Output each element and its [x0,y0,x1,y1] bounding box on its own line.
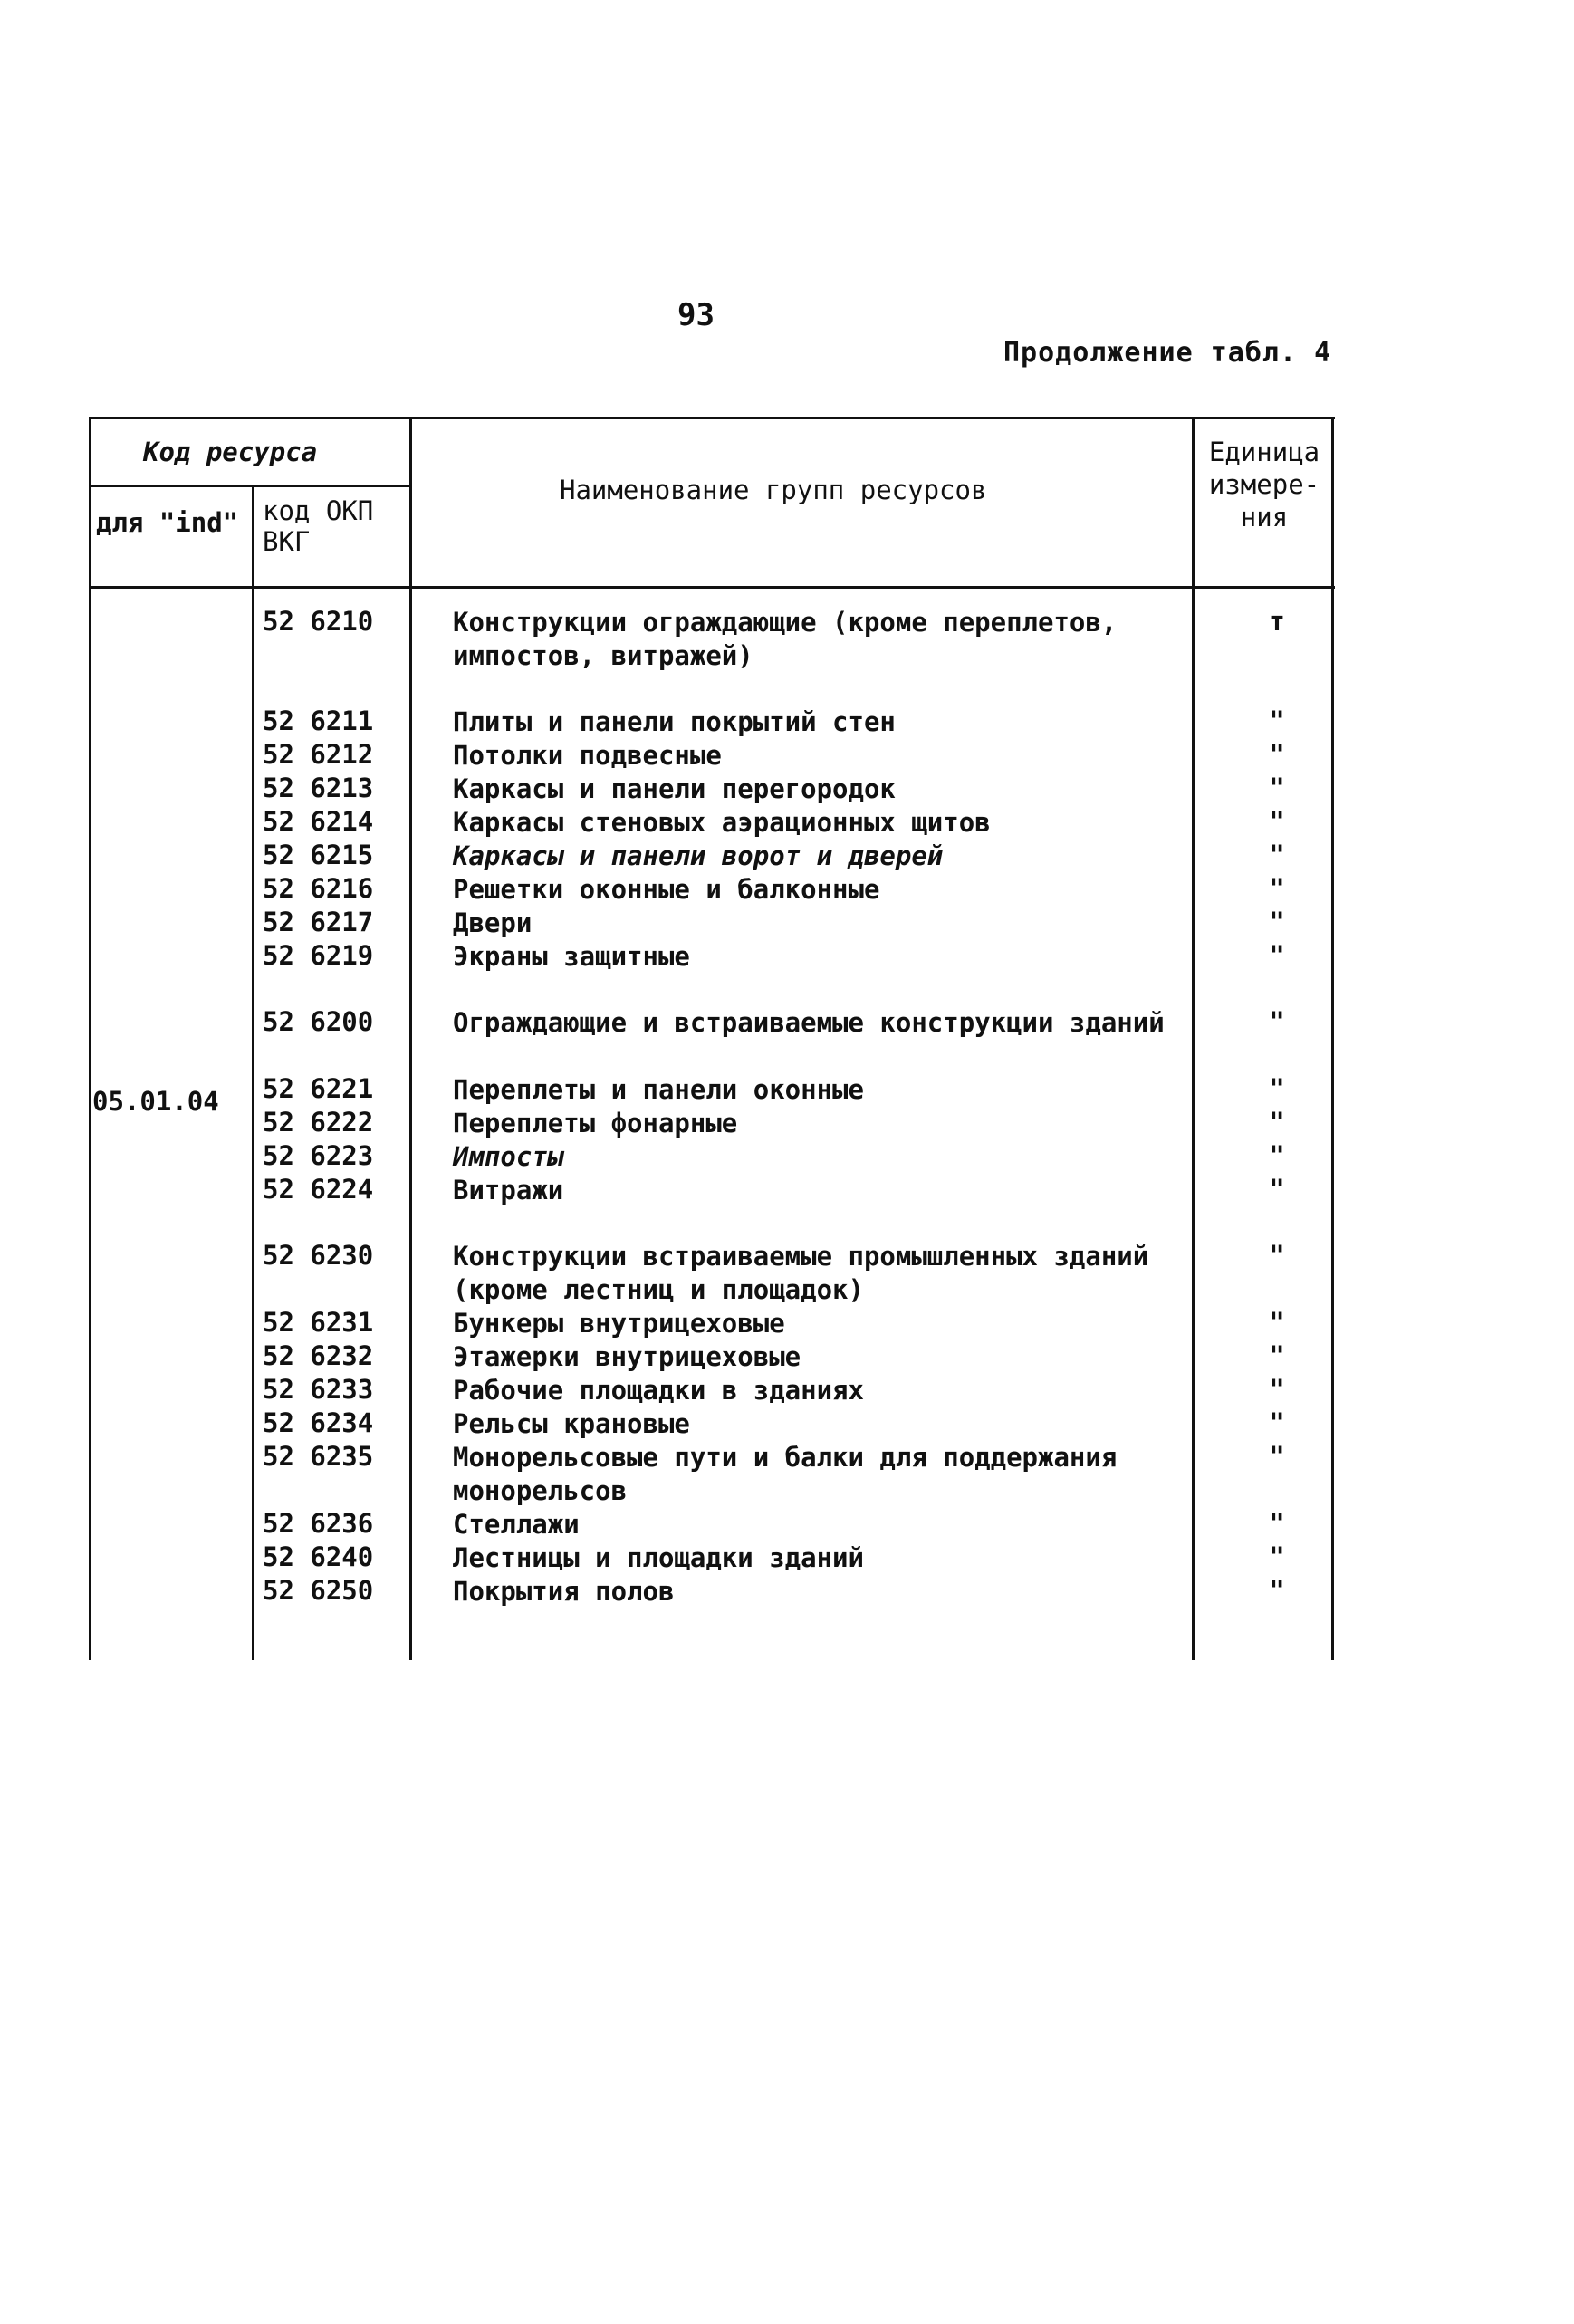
row-unit: " [1269,1107,1285,1138]
row-code: 52 6223 [263,1140,374,1171]
row-unit: " [1269,1508,1285,1539]
row-unit: " [1269,806,1285,837]
row-code: 52 6211 [263,706,374,736]
row-name: Рабочие площадки в зданиях [453,1375,864,1406]
row-code: 52 6213 [263,773,374,803]
row-name: Бункеры внутрицеховые [453,1308,785,1339]
row-name: Конструкции встраиваемые промышленных зданий (кроме лестниц и площадок) [453,1241,1149,1305]
row-unit: " [1269,1541,1285,1572]
table-border-right [1331,419,1334,1660]
row-name: Лестницы и площадки зданий [453,1542,864,1573]
row-name: Витражи [453,1175,564,1205]
header-okp-code: код ОКП ВКГ [263,495,374,557]
row-name: Каркасы стеновых аэрационных щитов [453,807,991,838]
row-code: 52 6221 [263,1073,374,1104]
header-split-line [89,485,411,487]
row-code: 52 6235 [263,1441,374,1472]
row-name: Переплеты фонарные [453,1108,738,1138]
row-unit: " [1269,940,1285,971]
row-unit: " [1269,1240,1285,1271]
row-unit: " [1269,1073,1285,1104]
column-divider-1 [252,485,254,1660]
row-unit: " [1269,739,1285,770]
header-resource-code: Код ресурса [143,437,318,467]
header-group-name: Наименование групп ресурсов [560,475,987,505]
row-name: Экраны защитные [453,941,690,972]
row-unit: " [1269,1407,1285,1438]
row-name: Покрытия полов [453,1576,675,1607]
row-unit: " [1269,706,1285,736]
row-code: 52 6217 [263,907,374,937]
row-code: 52 6224 [263,1174,374,1205]
row-code: 52 6232 [263,1340,374,1371]
row-code: 52 6215 [263,840,374,870]
row-unit: " [1269,907,1285,937]
row-code: 52 6230 [263,1240,374,1271]
row-name: Монорельсовые пути и балки для поддержания монорельсов [453,1442,1118,1506]
row-name: Двери [453,908,533,938]
row-name: Стеллажи [453,1509,580,1540]
row-code: 52 6234 [263,1407,374,1438]
row-unit: " [1269,1006,1285,1037]
row-unit: т [1269,606,1285,637]
row-unit: " [1269,840,1285,870]
row-code: 52 6214 [263,806,374,837]
row-name: Плиты и панели покрытий стен [453,706,896,737]
row-code: 52 6210 [263,606,374,637]
row-code: 52 6233 [263,1374,374,1405]
row-name: Конструкции ограждающие (кроме переплетов, импостов, витражей) [453,607,1118,671]
header-unit: Единица измере-ния [1208,437,1320,533]
row-code: 52 6240 [263,1541,374,1572]
row-unit: " [1269,873,1285,904]
row-unit: " [1269,1441,1285,1472]
row-name: Каркасы и панели ворот и дверей [453,840,944,871]
row-code: 52 6222 [263,1107,374,1138]
row-unit: " [1269,1307,1285,1338]
department-code: 05.01.04 [92,1086,219,1117]
row-name: Переплеты и панели оконные [453,1074,864,1105]
header-for-ind: для "ind" [96,507,239,538]
row-code: 52 6212 [263,739,374,770]
row-code: 52 6200 [263,1006,374,1037]
row-unit: " [1269,1174,1285,1205]
row-name: Рельсы крановые [453,1408,690,1439]
row-unit: " [1269,1340,1285,1371]
row-name: Решетки оконные и балконные [453,874,880,905]
table-border-left [89,419,91,1660]
row-name: Ограждающие и встраиваемые конструкции зданий [453,1007,1165,1038]
row-name: Каркасы и панели перегородок [453,773,896,804]
row-code: 52 6250 [263,1575,374,1606]
row-code: 52 6231 [263,1307,374,1338]
row-name: Потолки подвесные [453,740,722,771]
row-unit: " [1269,773,1285,803]
header-bottom-line [89,586,1335,589]
row-code: 52 6219 [263,940,374,971]
row-unit: " [1269,1140,1285,1171]
row-name: Импосты [453,1141,564,1172]
row-unit: " [1269,1374,1285,1405]
page-number: 93 [677,297,715,333]
row-unit: " [1269,1575,1285,1606]
row-name: Этажерки внутрицеховые [453,1341,801,1372]
column-divider-2 [409,419,412,1660]
resource-table [89,417,1335,1660]
row-code: 52 6236 [263,1508,374,1539]
table-continuation-label: Продолжение табл. 4 [1003,337,1332,369]
row-code: 52 6216 [263,873,374,904]
